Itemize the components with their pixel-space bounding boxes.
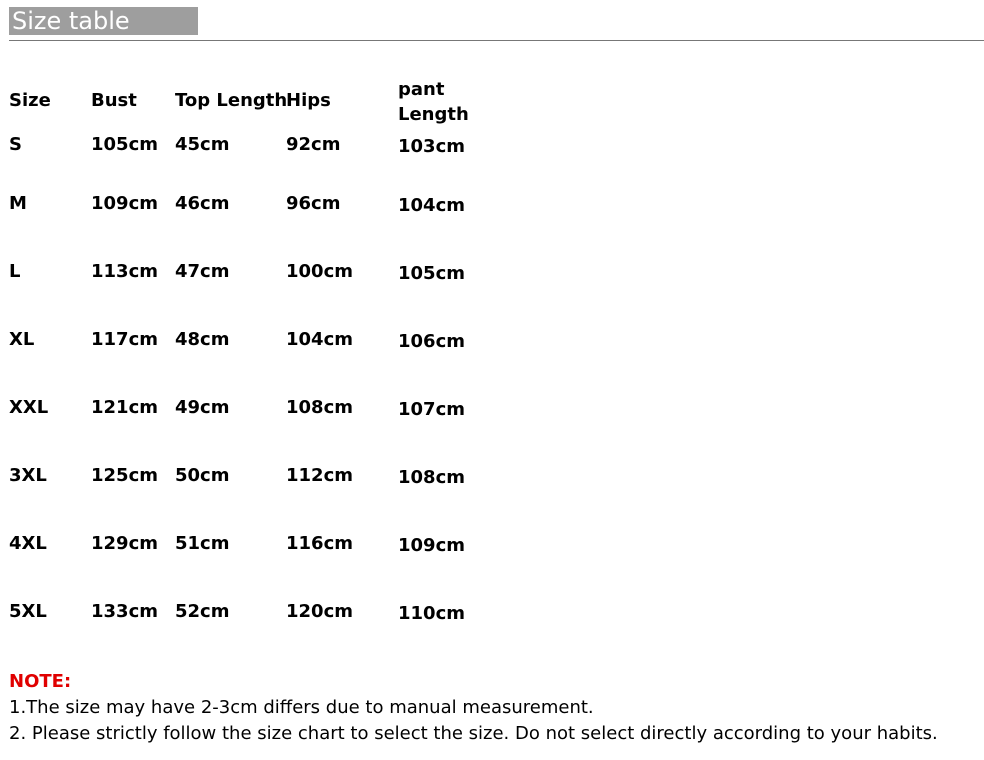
pant-length-cell: 105cm: [398, 263, 465, 284]
table-row: [9, 134, 509, 193]
hips-cell: 100cm: [286, 261, 353, 282]
size-cell: 5XL: [9, 601, 47, 622]
hips-cell: 96cm: [286, 193, 341, 214]
top-length-cell: 51cm: [175, 533, 230, 554]
bust-cell: 105cm: [91, 134, 158, 155]
hips-cell: 116cm: [286, 533, 353, 554]
header-pant-length: pant Length: [398, 79, 469, 125]
table-header-row: [9, 76, 509, 128]
hips-cell: 92cm: [286, 134, 341, 155]
table-row: [9, 397, 509, 465]
table-row: [9, 601, 509, 641]
pant-length-cell: 104cm: [398, 195, 465, 216]
size-cell: XXL: [9, 397, 49, 418]
top-length-cell: 50cm: [175, 465, 230, 486]
pant-length-cell: 108cm: [398, 467, 465, 488]
table-row: [9, 261, 509, 329]
top-length-cell: 47cm: [175, 261, 230, 282]
note-line-1: 1.The size may have 2-3cm differs due to manual measurement.: [9, 697, 594, 718]
bust-cell: 117cm: [91, 329, 158, 350]
hips-cell: 108cm: [286, 397, 353, 418]
top-length-cell: 52cm: [175, 601, 230, 622]
bust-cell: 125cm: [91, 465, 158, 486]
note-heading: NOTE:: [9, 671, 72, 692]
table-row: [9, 533, 509, 601]
top-length-cell: 49cm: [175, 397, 230, 418]
pant-length-cell: 109cm: [398, 535, 465, 556]
pant-length-cell: 110cm: [398, 603, 465, 624]
size-cell: M: [9, 193, 27, 214]
bust-cell: 121cm: [91, 397, 158, 418]
pant-length-cell: 106cm: [398, 331, 465, 352]
hips-cell: 104cm: [286, 329, 353, 350]
size-cell: S: [9, 134, 22, 155]
note-line-2: 2. Please strictly follow the size chart to select the size. Do not select directly according to your habits.: [9, 723, 938, 744]
page-title: Size table: [9, 7, 198, 35]
header-bust: Bust: [91, 90, 137, 111]
table-row: [9, 193, 509, 261]
notes-section: [9, 669, 938, 747]
header-hips: Hips: [286, 90, 331, 111]
size-cell: XL: [9, 329, 35, 350]
pant-length-cell: 107cm: [398, 399, 465, 420]
hips-cell: 120cm: [286, 601, 353, 622]
size-cell: L: [9, 261, 21, 282]
size-cell: 3XL: [9, 465, 47, 486]
pant-length-cell: 103cm: [398, 136, 465, 157]
top-length-cell: 48cm: [175, 329, 230, 350]
top-length-cell: 46cm: [175, 193, 230, 214]
bust-cell: 109cm: [91, 193, 158, 214]
bust-cell: 113cm: [91, 261, 158, 282]
top-length-cell: 45cm: [175, 134, 230, 155]
header-size: Size: [9, 90, 51, 111]
bust-cell: 133cm: [91, 601, 158, 622]
title-divider: [9, 40, 984, 41]
table-row: [9, 465, 509, 533]
size-cell: 4XL: [9, 533, 47, 554]
header-top-length: Top Length: [175, 90, 288, 111]
table-row: [9, 329, 509, 397]
size-table: [9, 76, 509, 641]
bust-cell: 129cm: [91, 533, 158, 554]
hips-cell: 112cm: [286, 465, 353, 486]
